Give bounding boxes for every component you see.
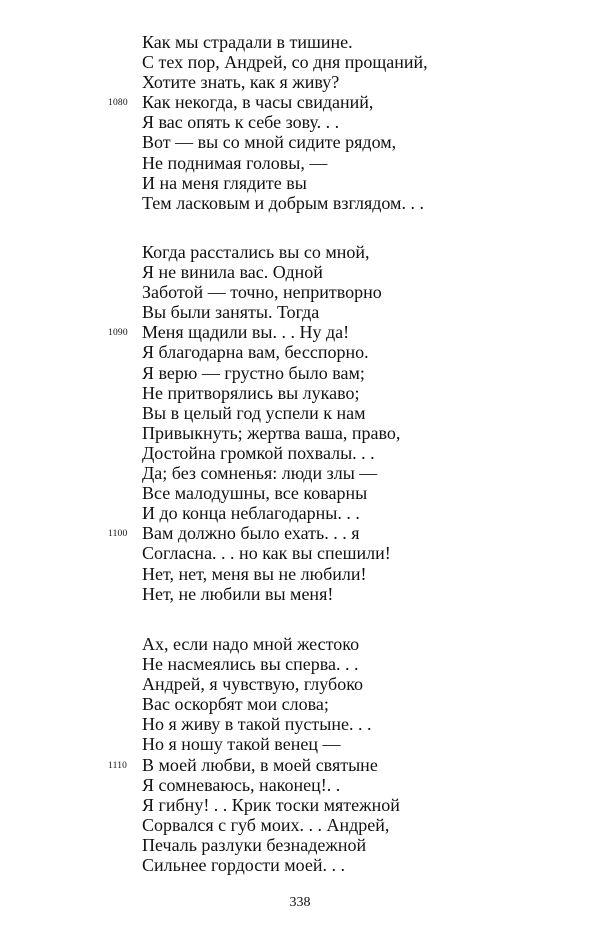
line-text: Я гибну! . . Крик тоски мятежной xyxy=(142,794,400,815)
poem-line xyxy=(0,52,600,72)
poem-line xyxy=(0,835,600,855)
line-text: В моей любви, в моей святыне xyxy=(142,754,378,775)
line-text: Я благодарна вам, бесспорно. xyxy=(142,342,369,363)
poem-line xyxy=(0,674,600,694)
poem-line xyxy=(0,543,600,563)
poem-line xyxy=(0,775,600,795)
poem-line xyxy=(0,72,600,92)
poem-line xyxy=(0,153,600,173)
line-text: Печаль разлуки безнадежной xyxy=(142,834,367,855)
poem-line xyxy=(0,132,600,152)
poem-line xyxy=(0,363,600,383)
line-text: Вас оскорбят мои слова; xyxy=(142,694,329,715)
line-text: Ах, если надо мной жестоко xyxy=(142,634,360,654)
line-text: Но я живу в такой пустыне. . . xyxy=(142,714,372,735)
line-text: Тем ласковым и добрым взглядом. . . xyxy=(142,192,424,213)
line-text: Не притворялись вы лукаво; xyxy=(142,382,360,403)
line-number: 1110 xyxy=(108,760,128,771)
poem-line xyxy=(0,342,600,362)
poem-line xyxy=(0,855,600,875)
poem-line xyxy=(0,193,600,213)
line-number: 1090 xyxy=(108,328,128,339)
poem-line xyxy=(0,32,600,52)
poem-line xyxy=(0,92,600,112)
poem-line xyxy=(0,322,600,342)
line-text: Да; без сомненья: люди злы — xyxy=(142,463,378,484)
line-text: Когда расстались вы со мной, xyxy=(142,242,370,262)
stanza-2 xyxy=(0,242,600,604)
poem-line xyxy=(0,584,600,604)
line-text: Привыкнуть; жертва ваша, право, xyxy=(142,422,401,443)
line-text: Сорвался с губ моих. . . Андрей, xyxy=(142,814,390,835)
line-text: Вы в целый год успели к нам xyxy=(142,402,366,423)
line-text: Согласна. . . но как вы спешили! xyxy=(142,543,391,564)
page-number: 338 xyxy=(289,895,311,910)
line-number: 1080 xyxy=(108,98,128,109)
poem-line xyxy=(0,634,600,654)
line-text: И на меня глядите вы xyxy=(142,172,307,193)
line-text: Вы были заняты. Тогда xyxy=(142,302,320,323)
poem-line xyxy=(0,262,600,282)
stanza-1 xyxy=(0,32,600,213)
poem-line xyxy=(0,403,600,423)
poem-line xyxy=(0,734,600,754)
poem-line xyxy=(0,523,600,543)
poem-line xyxy=(0,282,600,302)
poem-line xyxy=(0,483,600,503)
poem-line xyxy=(0,443,600,463)
poem-line xyxy=(0,503,600,523)
line-text: С тех пор, Андрей, со дня прощаний, xyxy=(142,52,428,73)
poem-line xyxy=(0,654,600,674)
line-text: Я не винила вас. Одной xyxy=(142,262,323,283)
line-text: Я сомневаюсь, наконец!. . xyxy=(142,774,341,795)
line-text: Не поднимая головы, — xyxy=(142,152,328,173)
poem-line xyxy=(0,302,600,322)
line-text: Все малодушны, все коварны xyxy=(142,483,368,504)
line-text: Как некогда, в часы свиданий, xyxy=(142,92,374,113)
poem-line xyxy=(0,173,600,193)
line-text: Меня щадили вы. . . Ну да! xyxy=(142,322,350,343)
line-text: Не насмеялись вы сперва. . . xyxy=(142,654,359,675)
line-text: Достойна громкой похвалы. . . xyxy=(142,442,375,463)
poem-line xyxy=(0,242,600,262)
poem-line xyxy=(0,383,600,403)
poem-line xyxy=(0,815,600,835)
line-text: Нет, нет, меня вы не любили! xyxy=(142,563,367,584)
line-text: Сильнее гордости моей. . . xyxy=(142,855,345,876)
line-text: Нет, не любили вы меня! xyxy=(142,583,334,604)
line-text: Хотите знать, как я живу? xyxy=(142,72,340,93)
line-text: Я вас опять к себе зову. . . xyxy=(142,112,340,133)
poem-line xyxy=(0,463,600,483)
stanza-3 xyxy=(0,634,600,875)
poem-line xyxy=(0,755,600,775)
line-text: Андрей, я чувствую, глубоко xyxy=(142,674,364,695)
poem-line xyxy=(0,112,600,132)
line-text: Заботой — точно, непритворно xyxy=(142,282,382,303)
line-text: Но я ношу такой венец — xyxy=(142,734,341,755)
line-text: Вам должно было ехать. . . я xyxy=(142,523,360,544)
line-text: И до конца неблагодарны. . . xyxy=(142,503,360,524)
poem-line xyxy=(0,795,600,815)
poem-line xyxy=(0,714,600,734)
line-number: 1100 xyxy=(108,529,128,540)
poem-line xyxy=(0,423,600,443)
line-text: Вот — вы со мной сидите рядом, xyxy=(142,132,397,153)
poem-line xyxy=(0,694,600,714)
line-text: Как мы страдали в тишине. xyxy=(142,32,353,52)
poem-line xyxy=(0,564,600,584)
line-text: Я верю — грустно было вам; xyxy=(142,362,365,383)
